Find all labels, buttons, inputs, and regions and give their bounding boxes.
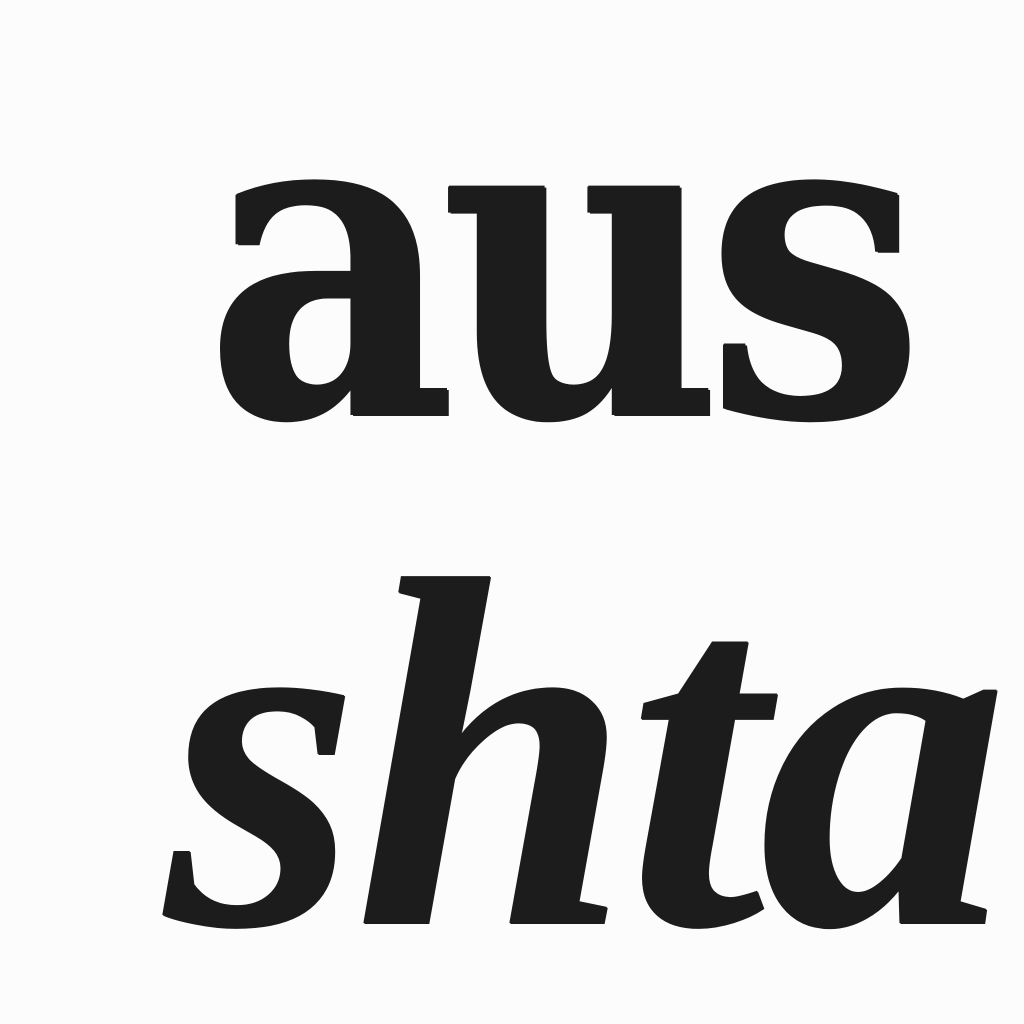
italic-word: shta [165, 478, 1003, 1024]
blackletter-word: aus [205, 1, 908, 518]
